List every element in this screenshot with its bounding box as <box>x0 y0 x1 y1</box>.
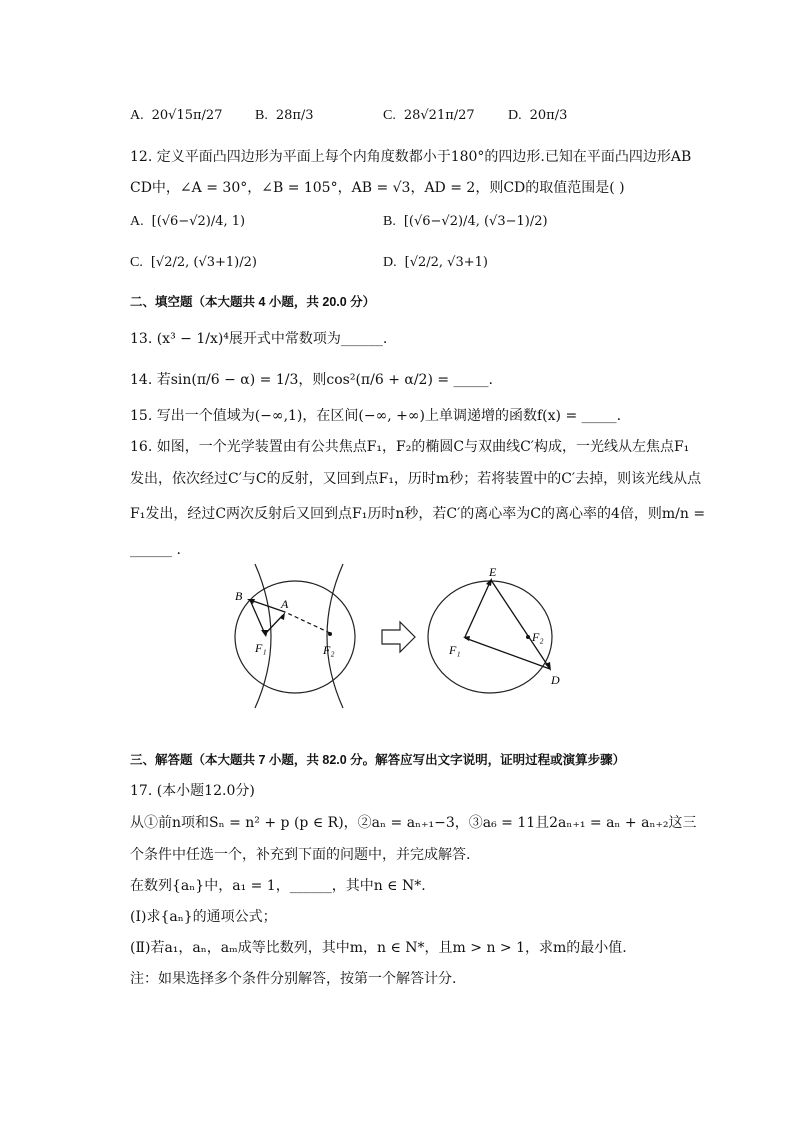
hyperbola-left-branch <box>255 564 271 708</box>
option-text: [(√6−√2)/4, (√3−1)/2) <box>403 214 548 229</box>
q17-line4: (Ⅰ)求{aₙ}的通项公式； <box>130 909 277 925</box>
option-key: B. <box>255 108 268 123</box>
q17-note: 注：如果选择多个条件分别解答，按第一个解答计分. <box>130 971 457 987</box>
q16-line3: F₁发出，经过C两次反射后又回到点F₁历时n秒，若C′的离心率为C的离心率的4倍，则m/n = <box>130 506 706 522</box>
option-text: [(√6−√2)/4, 1) <box>151 214 246 229</box>
q12-option-b <box>383 214 548 230</box>
arrowhead <box>463 636 470 641</box>
q11-option-a <box>130 108 222 124</box>
focus-f2-dot <box>328 632 332 636</box>
option-key: C. <box>130 255 143 270</box>
q12-option-d <box>383 255 488 271</box>
q11-option-d <box>508 108 567 124</box>
label-f1: F₁ <box>255 641 267 655</box>
q16-line1: 16. 如图，一个光学装置由有公共焦点F₁，F₂的椭圆C与双曲线C′构成，一光线从左焦点F₁ <box>130 439 690 455</box>
q12-line2: CD中，∠A = 30°，∠B = 105°，AB = √3，AD = 2，则CD的取值范围是( ) <box>130 180 625 196</box>
q17-title: 17. (本小题12.0分) <box>130 783 255 799</box>
q17-line1: 从①前n项和Sₙ = n² + p (p ∈ R)，②aₙ = aₙ₊₁−3，③a₆ = 11且2aₙ₊₁ = aₙ + aₙ₊₂这三 <box>130 815 697 831</box>
label-a: A <box>281 597 289 611</box>
label-f2: F₂ <box>323 643 335 657</box>
arrowhead <box>486 578 492 586</box>
section-answer-heading: 三、解答题（本大题共 7 小题，共 82.0 分。解答应写出文字说明，证明过程或演算步骤） <box>130 753 626 767</box>
section-fill-in-heading: 二、填空题（本大题共 4 小题，共 20.0 分） <box>130 295 376 309</box>
label-b: B <box>235 589 243 603</box>
option-key: D. <box>508 108 522 123</box>
ray-e-to-d <box>491 580 550 669</box>
option-key: A. <box>130 108 144 123</box>
q11-option-c <box>383 108 475 124</box>
q11-option-b <box>255 108 314 124</box>
option-text: [√2/2, √3+1) <box>404 255 488 270</box>
q14: 14. 若sin(π/6 − α) = 1/3，则cos²(π/6 + α/2) = _____. <box>130 372 493 388</box>
arrowhead <box>280 612 285 620</box>
q12-option-c <box>130 255 257 271</box>
option-text: 20√15π/27 <box>151 108 223 123</box>
q12-line1: 12. 定义平面凸四边形为平面上每个内角度数都小于180°的四边形.已知在平面凸四边形AB <box>130 149 692 165</box>
label-e: E <box>489 565 497 579</box>
option-key: B. <box>383 214 396 229</box>
dashed-ray <box>285 612 330 633</box>
ray-b-to-f1 <box>250 600 265 634</box>
label-f2-right: F₂ <box>532 630 544 644</box>
optics-figure <box>225 562 575 712</box>
q15: 15. 写出一个值域为(−∞,1)，在区间(−∞, +∞)上单调递增的函数f(x) = _____. <box>130 408 622 424</box>
option-text: 28√21π/27 <box>403 108 475 123</box>
transform-arrow <box>382 622 415 652</box>
q17-line5: (Ⅱ)若a₁，aₙ，aₘ成等比数列，其中m，n ∈ N*，且m > n > 1，求m的最小值. <box>130 940 627 956</box>
option-key: A. <box>130 214 144 229</box>
option-text: [√2/2, (√3+1)/2) <box>150 255 257 270</box>
label-d: D <box>551 673 560 687</box>
label-f1-right: F₁ <box>449 643 461 657</box>
option-key: D. <box>383 255 397 270</box>
option-text: 20π/3 <box>529 108 568 123</box>
focus-f2-dot-right <box>526 635 530 639</box>
q17-line3: 在数列{aₙ}中，a₁ = 1，______，其中n ∈ N*. <box>130 878 426 894</box>
q16-line2: 发出，依次经过C′与C的反射，又回到点F₁，历时m秒；若将装置中的C′去掉，则该光线从点 <box>130 471 702 487</box>
hyperbola-right-branch <box>327 564 343 708</box>
option-key: C. <box>383 108 396 123</box>
ray-f1-to-e <box>465 580 491 637</box>
option-text: 28π/3 <box>275 108 314 123</box>
q13: 13. (x³ − 1/x)⁴展开式中常数项为______. <box>130 331 388 347</box>
q17-line2: 个条件中任选一个，补充到下面的问题中，并完成解答. <box>130 847 471 863</box>
q16-line4: ______ . <box>130 542 181 558</box>
q12-option-a <box>130 214 245 230</box>
ellipse-c <box>235 581 355 693</box>
